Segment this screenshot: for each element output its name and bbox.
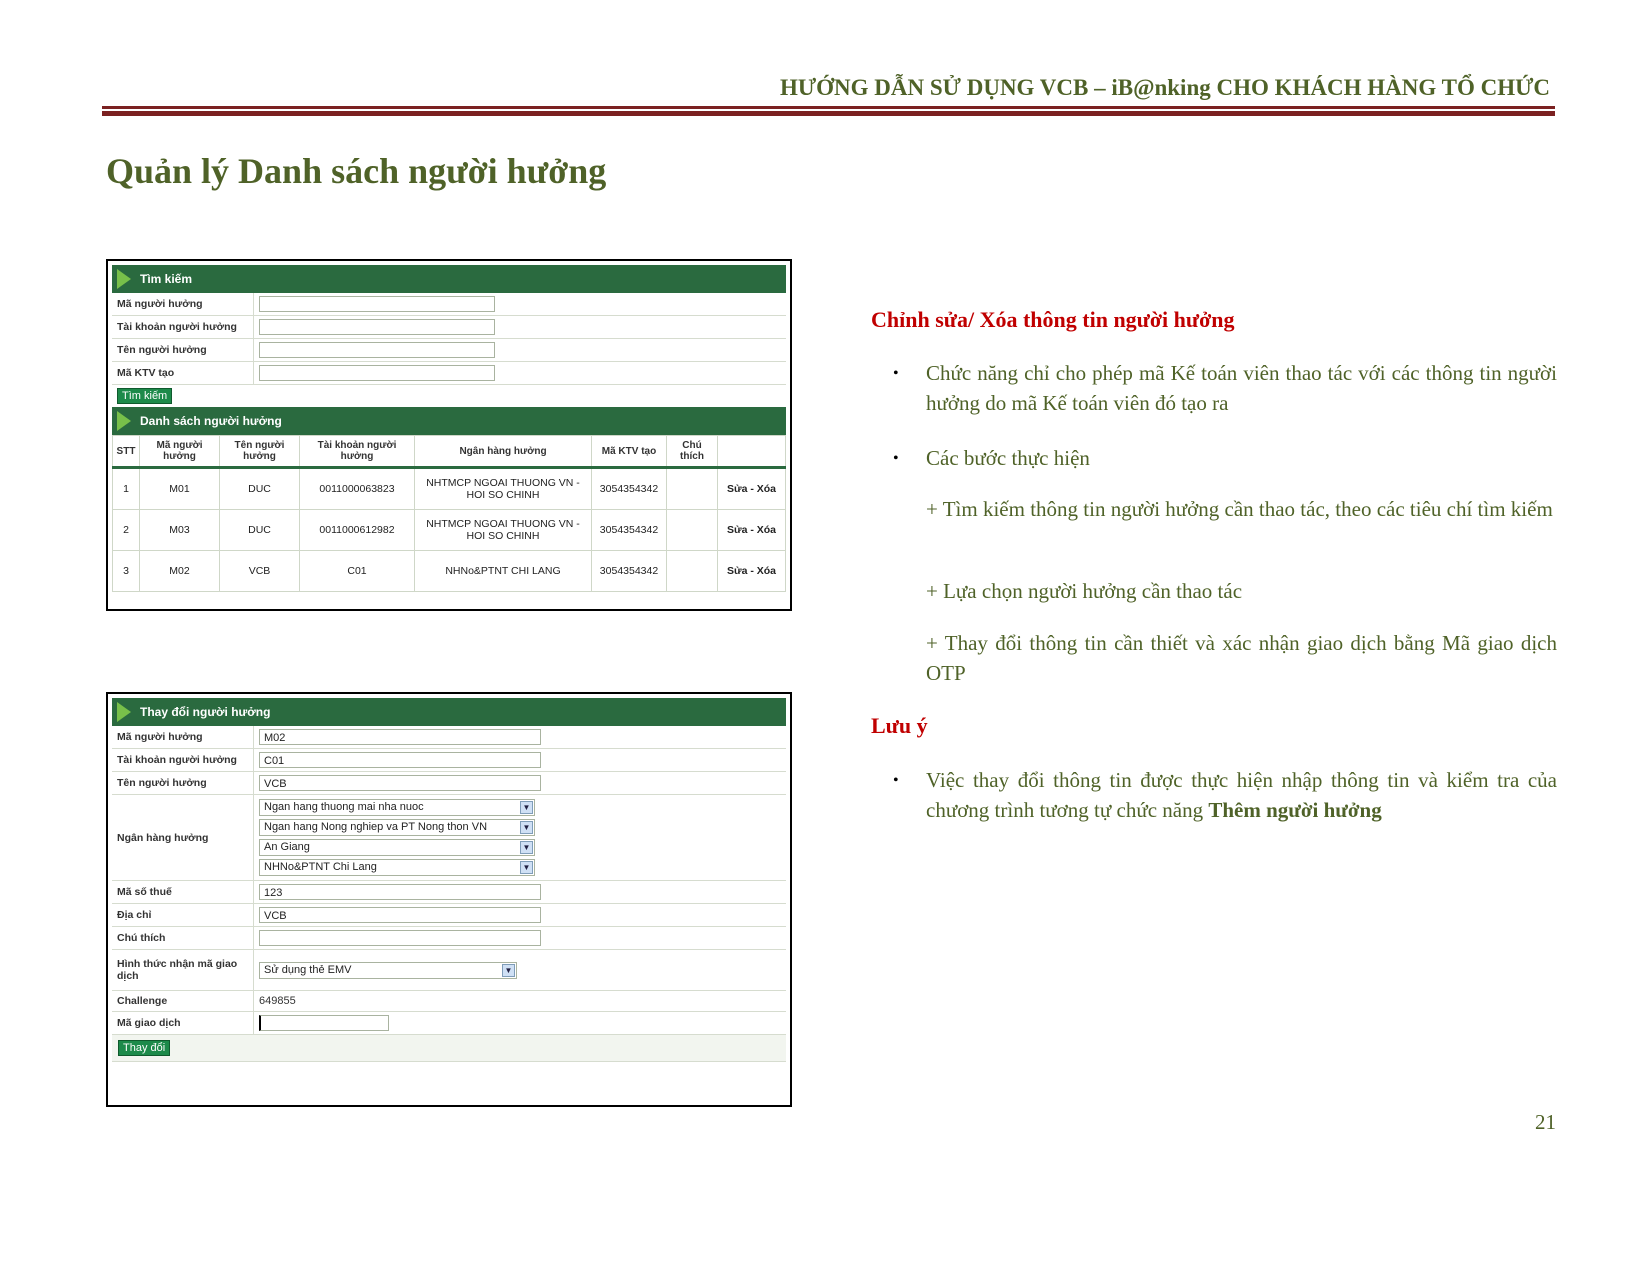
col-header: Tài khoản người hưởng	[300, 436, 415, 468]
search-row-ma	[112, 293, 786, 316]
arrow-icon	[117, 411, 131, 431]
cell-nganhang: NHNo&PTNT CHI LANG	[415, 551, 592, 592]
table-header-row	[113, 436, 786, 468]
arrow-icon	[117, 702, 131, 722]
cell-nganhang: NHTMCP NGOAI THUONG VN - HOI SO CHINH	[415, 510, 592, 551]
field-label: Mã giao dịch	[112, 1012, 254, 1034]
edit-row-ma	[112, 726, 786, 749]
edit-row-taikhoan	[112, 749, 786, 772]
search-taikhoan-input[interactable]	[259, 319, 495, 335]
cell-taikhoan: 0011000063823	[300, 468, 415, 510]
cell-ma: M03	[140, 510, 220, 551]
edit-row-ten	[112, 772, 786, 795]
ma-nguoi-huong-input[interactable]: M02	[259, 729, 541, 745]
search-ma-input[interactable]	[259, 296, 495, 312]
search-panel-header	[112, 265, 786, 293]
field-label: Mã người hưởng	[112, 726, 254, 748]
step-search-text: + Tìm kiếm thông tin người hưởng cần thao tác, theo các tiêu chí tìm kiếm	[926, 497, 1553, 521]
field-label: Mã số thuế	[112, 881, 254, 903]
search-ten-input[interactable]	[259, 342, 495, 358]
note-bold-text: Thêm người hưởng	[1208, 798, 1382, 822]
list-panel-header	[112, 407, 786, 435]
field-label: Chú thích	[112, 927, 254, 949]
cell-stt: 3	[113, 551, 140, 592]
otp-method-select[interactable]: Sử dụng thẻ EMV ▼	[259, 962, 517, 979]
field-label: Hình thức nhận mã giao dịch	[112, 950, 254, 990]
col-header: Mã KTV tạo	[592, 436, 667, 468]
chevron-down-icon: ▼	[520, 841, 533, 854]
search-button[interactable]: Tìm kiếm	[117, 388, 172, 404]
field-label: Địa chỉ	[112, 904, 254, 926]
bullet-note-text	[926, 765, 1557, 825]
chevron-down-icon: ▼	[520, 821, 533, 834]
field-label: Tên người hưởng	[112, 772, 254, 794]
edit-delete-link[interactable]: Sửa - Xóa	[718, 551, 786, 592]
col-header: Chú thích	[667, 436, 718, 468]
document-header-title: HƯỚNG DẪN SỬ DỤNG VCB – iB@nking CHO KHÁCH HÀNG TỔ CHỨC	[779, 75, 1550, 100]
col-header: Mã người hưởng	[140, 436, 220, 468]
branch-select[interactable]: NHNo&PTNT Chi Lang ▼	[259, 859, 535, 876]
header-rule-thin	[102, 106, 1555, 109]
edit-delete-link[interactable]: Sửa - Xóa	[718, 510, 786, 551]
field-label: Challenge	[112, 991, 254, 1011]
col-header: Ngân hàng hưởng	[415, 436, 592, 468]
table-row	[113, 510, 786, 551]
field-label: Mã KTV tạo	[112, 362, 254, 384]
beneficiary-table	[112, 435, 786, 592]
tai-khoan-input[interactable]: C01	[259, 752, 541, 768]
search-ktv-input[interactable]	[259, 365, 495, 381]
edit-button-row	[112, 1035, 786, 1062]
edit-row-challenge	[112, 991, 786, 1012]
province-select[interactable]: An Giang ▼	[259, 839, 535, 856]
edit-delete-link[interactable]: Sửa - Xóa	[718, 468, 786, 510]
cell-ten: VCB	[220, 551, 300, 592]
edit-row-masothue	[112, 881, 786, 904]
step-select-text: + Lựa chọn người hưởng cần thao tác	[926, 579, 1243, 603]
step-change-text: + Thay đổi thông tin cần thiết và xác nhận giao dịch bằng Mã giao dịch OTP	[926, 631, 1557, 685]
edit-row-magiaodich	[112, 1012, 786, 1035]
cell-stt: 1	[113, 468, 140, 510]
field-label: Tài khoản người hưởng	[112, 749, 254, 771]
cell-ma: M01	[140, 468, 220, 510]
cell-ktv: 3054354342	[592, 510, 667, 551]
bullet-icon: •	[893, 365, 899, 382]
list-panel-title: Danh sách người hưởng	[140, 414, 282, 428]
edit-panel-title: Thay đổi người hưởng	[140, 705, 271, 719]
cell-nganhang: NHTMCP NGOAI THUONG VN - HOI SO CHINH	[415, 468, 592, 510]
chu-thich-input[interactable]	[259, 930, 541, 946]
edit-row-nganhang	[112, 795, 786, 881]
cell-chuthich	[667, 510, 718, 551]
search-panel-title: Tìm kiếm	[140, 272, 193, 286]
cell-chuthich	[667, 468, 718, 510]
table-row	[113, 468, 786, 510]
edit-panel-header	[112, 698, 786, 726]
chevron-down-icon: ▼	[502, 964, 515, 977]
bank-type-select[interactable]: Ngan hang thuong mai nha nuoc ▼	[259, 799, 535, 816]
field-label: Tài khoản người hưởng	[112, 316, 254, 338]
cell-ktv: 3054354342	[592, 551, 667, 592]
cell-taikhoan: C01	[300, 551, 415, 592]
search-list-screenshot	[106, 259, 792, 611]
challenge-value: 649855	[259, 995, 296, 1007]
col-header: STT	[113, 436, 140, 468]
edit-row-diachi	[112, 904, 786, 927]
edit-row-chuthich	[112, 927, 786, 950]
cell-chuthich	[667, 551, 718, 592]
cell-stt: 2	[113, 510, 140, 551]
cell-taikhoan: 0011000612982	[300, 510, 415, 551]
search-row-ten	[112, 339, 786, 362]
bullet-icon: •	[893, 772, 899, 789]
ma-so-thue-input[interactable]: 123	[259, 884, 541, 900]
col-header	[718, 436, 786, 468]
field-label: Ngân hàng hưởng	[112, 795, 254, 880]
bank-name-select[interactable]: Ngan hang Nong nghiep va PT Nong thon VN ▼	[259, 819, 535, 836]
cell-ten: DUC	[220, 510, 300, 551]
cell-ma: M02	[140, 551, 220, 592]
change-button[interactable]: Thay đổi	[118, 1040, 170, 1056]
chevron-down-icon: ▼	[520, 801, 533, 814]
dia-chi-input[interactable]: VCB	[259, 907, 541, 923]
ten-nguoi-huong-input[interactable]: VCB	[259, 775, 541, 791]
cell-ten: DUC	[220, 468, 300, 510]
bullet-icon: •	[893, 450, 899, 467]
page-title: Quản lý Danh sách người hưởng	[106, 151, 607, 191]
field-label: Mã người hưởng	[112, 293, 254, 315]
note-text: Việc thay đổi thông tin được thực hiện nhập thông tin và kiểm tra của chương trình tương tự chức năng	[926, 768, 1557, 822]
section-edit-delete-title: Chỉnh sửa/ Xóa thông tin người hưởng	[871, 307, 1235, 332]
bullet-function-text: Chức năng chỉ cho phép mã Kế toán viên thao tác với các thông tin người hưởng do mã Kế toán viên đó tạo ra	[926, 361, 1557, 415]
ma-giao-dich-input[interactable]	[259, 1015, 389, 1031]
search-row-ktv	[112, 362, 786, 385]
table-row	[113, 551, 786, 592]
col-header: Tên người hưởng	[220, 436, 300, 468]
cell-ktv: 3054354342	[592, 468, 667, 510]
bullet-steps-text: Các bước thực hiện	[926, 446, 1090, 470]
search-row-taikhoan	[112, 316, 786, 339]
field-label: Tên người hưởng	[112, 339, 254, 361]
search-button-row	[112, 385, 786, 407]
page-number: 21	[1535, 1110, 1556, 1134]
chevron-down-icon: ▼	[520, 861, 533, 874]
section-note-title: Lưu ý	[871, 713, 928, 738]
header-rule-thick	[102, 111, 1555, 116]
edit-form-screenshot	[106, 692, 792, 1107]
arrow-icon	[117, 269, 131, 289]
edit-row-hinhthuc	[112, 950, 786, 991]
